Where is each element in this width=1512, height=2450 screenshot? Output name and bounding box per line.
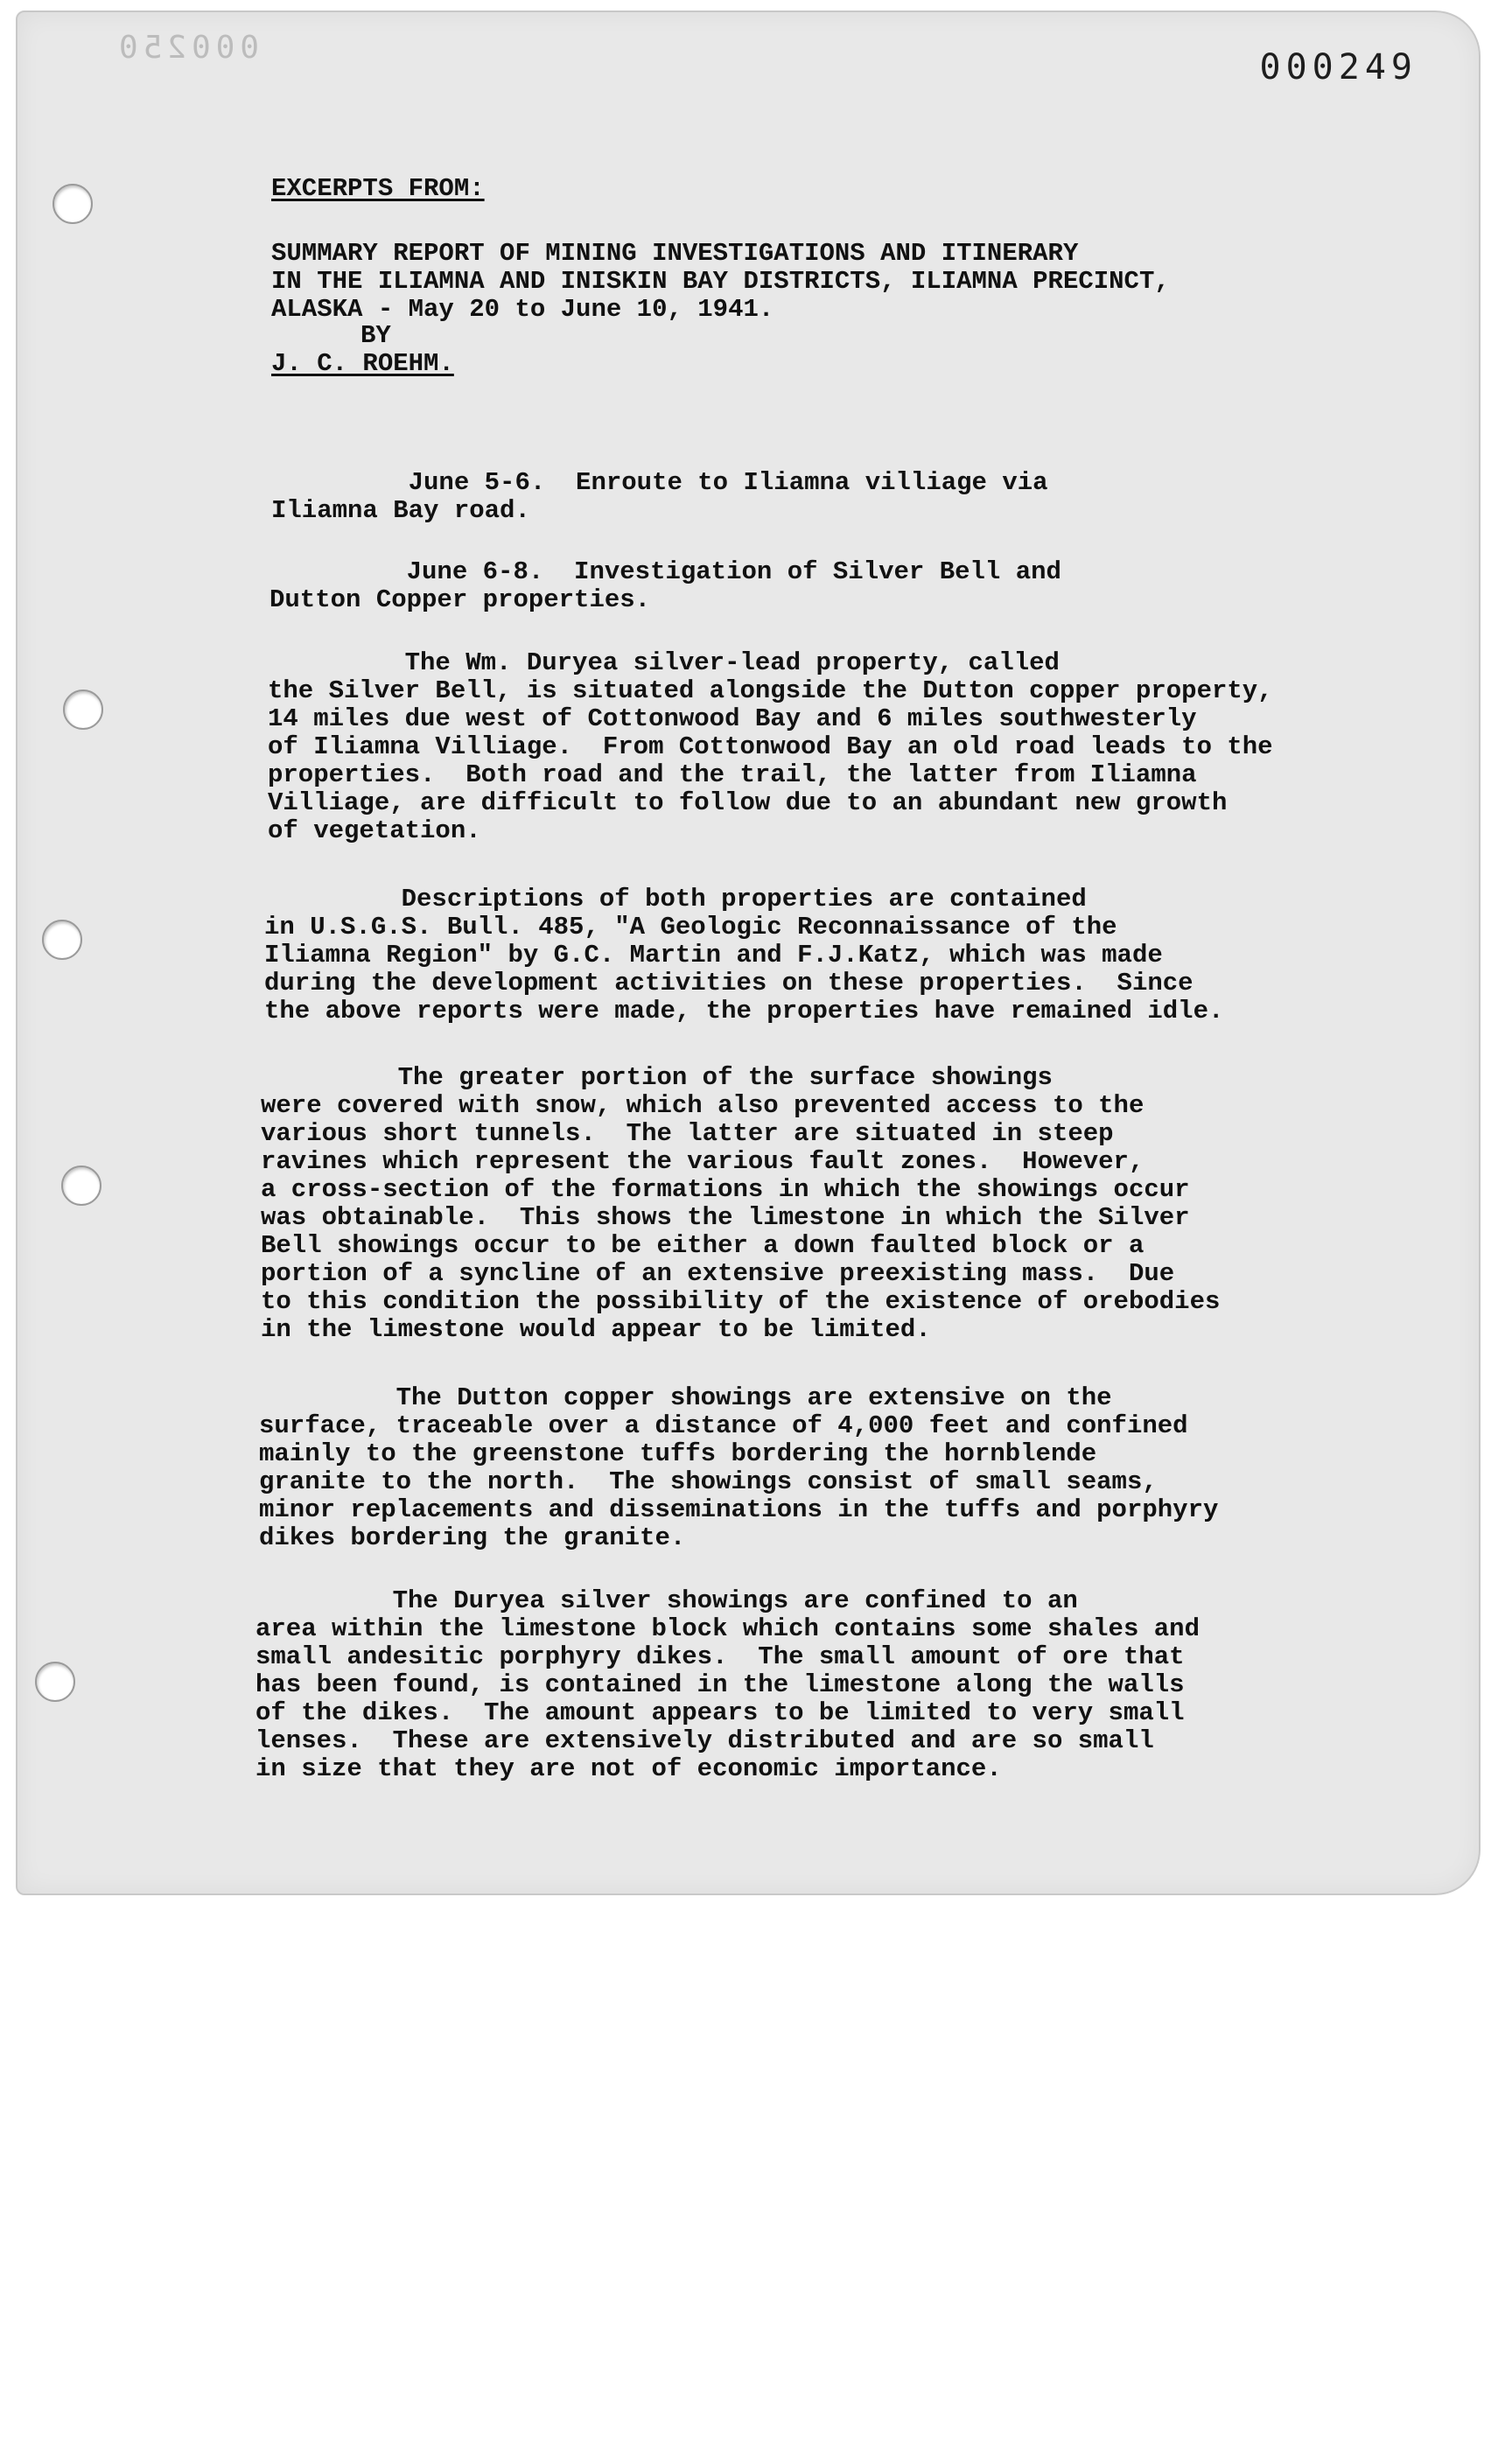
paragraph-line: minor replacements and disseminations in the tuffs and porphyry bbox=[259, 1495, 1219, 1524]
by-label: BY bbox=[360, 321, 391, 350]
paragraph-line: properties. Both road and the trail, the latter from Iliamna bbox=[268, 760, 1197, 789]
paragraph-line: in the limestone would appear to be limited. bbox=[261, 1315, 931, 1344]
paragraph-line: in U.S.G.S. Bull. 485, "A Geologic Reconnaissance of the bbox=[264, 913, 1117, 942]
punch-hole bbox=[61, 1166, 102, 1206]
paragraph-line: lenses. These are extensively distributed and are so small bbox=[256, 1726, 1154, 1755]
paragraph-line: during the development activities on these properties. Since bbox=[264, 969, 1194, 998]
paragraph-line: various short tunnels. The latter are situated in steep bbox=[261, 1119, 1114, 1148]
paragraph-line: surface, traceable over a distance of 4,000 feet and confined bbox=[259, 1411, 1188, 1440]
paragraph-line: small andesitic porphyry dikes. The small amount of ore that bbox=[256, 1642, 1185, 1671]
paragraph-line: area within the limestone block which contains some shales and bbox=[256, 1614, 1200, 1643]
punch-hole bbox=[42, 920, 82, 960]
paragraph-line: to this condition the possibility of the existence of orebodies bbox=[261, 1287, 1221, 1316]
paragraph-line: has been found, is contained in the limestone along the walls bbox=[256, 1670, 1185, 1699]
paragraph-line: Iliamna Region" by G.C. Martin and F.J.Katz, which was made bbox=[264, 941, 1163, 970]
paragraph-line: 14 miles due west of Cottonwood Bay and 6 miles southwesterly bbox=[268, 704, 1197, 733]
paragraph-line: granite to the north. The showings consist of small seams, bbox=[259, 1467, 1158, 1496]
report-title-line: ALASKA - May 20 to June 10, 1941. bbox=[271, 295, 774, 324]
paragraph-line: of vegetation. bbox=[268, 816, 481, 845]
paragraph-line: was obtainable. This shows the limestone in which the Silver bbox=[261, 1203, 1190, 1232]
paragraph-line: of Iliamna Villiage. From Cottonwood Bay an old road leads to the bbox=[268, 732, 1273, 761]
punch-hole bbox=[63, 690, 103, 730]
paragraph-line: of the dikes. The amount appears to be limited to very small bbox=[256, 1698, 1185, 1727]
paragraph-line: The Dutton copper showings are extensive on the bbox=[259, 1383, 1112, 1412]
paragraph-line: portion of a syncline of an extensive preexisting mass. Due bbox=[261, 1259, 1175, 1288]
paragraph-line: dikes bordering the granite. bbox=[259, 1523, 686, 1552]
bleed-through-page-number: 000250 bbox=[114, 30, 260, 66]
paragraph-line: the Silver Bell, is situated alongside the Dutton copper property, bbox=[268, 676, 1273, 705]
paragraph-line: The Wm. Duryea silver-lead property, called bbox=[268, 648, 1060, 677]
paragraph-line: June 6-8. Investigation of Silver Bell and bbox=[270, 557, 1061, 586]
paragraph-line: a cross-section of the formations in which the showings occur bbox=[261, 1175, 1190, 1204]
paragraph-line: Iliamna Bay road. bbox=[271, 496, 530, 525]
paragraph-line: Villiage, are difficult to follow due to an abundant new growth bbox=[268, 788, 1228, 817]
paragraph-line: Descriptions of both properties are contained bbox=[264, 885, 1087, 914]
paragraph-line: The greater portion of the surface showings bbox=[261, 1063, 1053, 1092]
paragraph-line: June 5-6. Enroute to Iliamna villiage via bbox=[271, 468, 1048, 497]
page-number: 000249 bbox=[1259, 47, 1418, 88]
paragraph-line: Bell showings occur to be either a down faulted block or a bbox=[261, 1231, 1144, 1260]
report-title-line: SUMMARY REPORT OF MINING INVESTIGATIONS AND ITINERARY bbox=[271, 239, 1079, 268]
paragraph-line: mainly to the greenstone tuffs bordering the hornblende bbox=[259, 1439, 1097, 1468]
paragraph-line: ravines which represent the various fault zones. However, bbox=[261, 1147, 1144, 1176]
paragraph-line: were covered with snow, which also prevented access to the bbox=[261, 1091, 1144, 1120]
paragraph-line: Dutton Copper properties. bbox=[270, 585, 651, 614]
scanned-page bbox=[16, 10, 1480, 1895]
author: J. C. ROEHM. bbox=[271, 349, 454, 378]
excerpts-heading: EXCERPTS FROM: bbox=[271, 174, 485, 203]
report-title-line: IN THE ILIAMNA AND INISKIN BAY DISTRICTS, ILIAMNA PRECINCT, bbox=[271, 267, 1170, 296]
punch-hole bbox=[52, 184, 93, 224]
paragraph-line: The Duryea silver showings are confined to an bbox=[256, 1586, 1078, 1615]
paragraph-line: the above reports were made, the properties have remained idle. bbox=[264, 997, 1224, 1026]
paragraph-line: in size that they are not of economic importance. bbox=[256, 1754, 1002, 1783]
punch-hole bbox=[35, 1662, 75, 1702]
